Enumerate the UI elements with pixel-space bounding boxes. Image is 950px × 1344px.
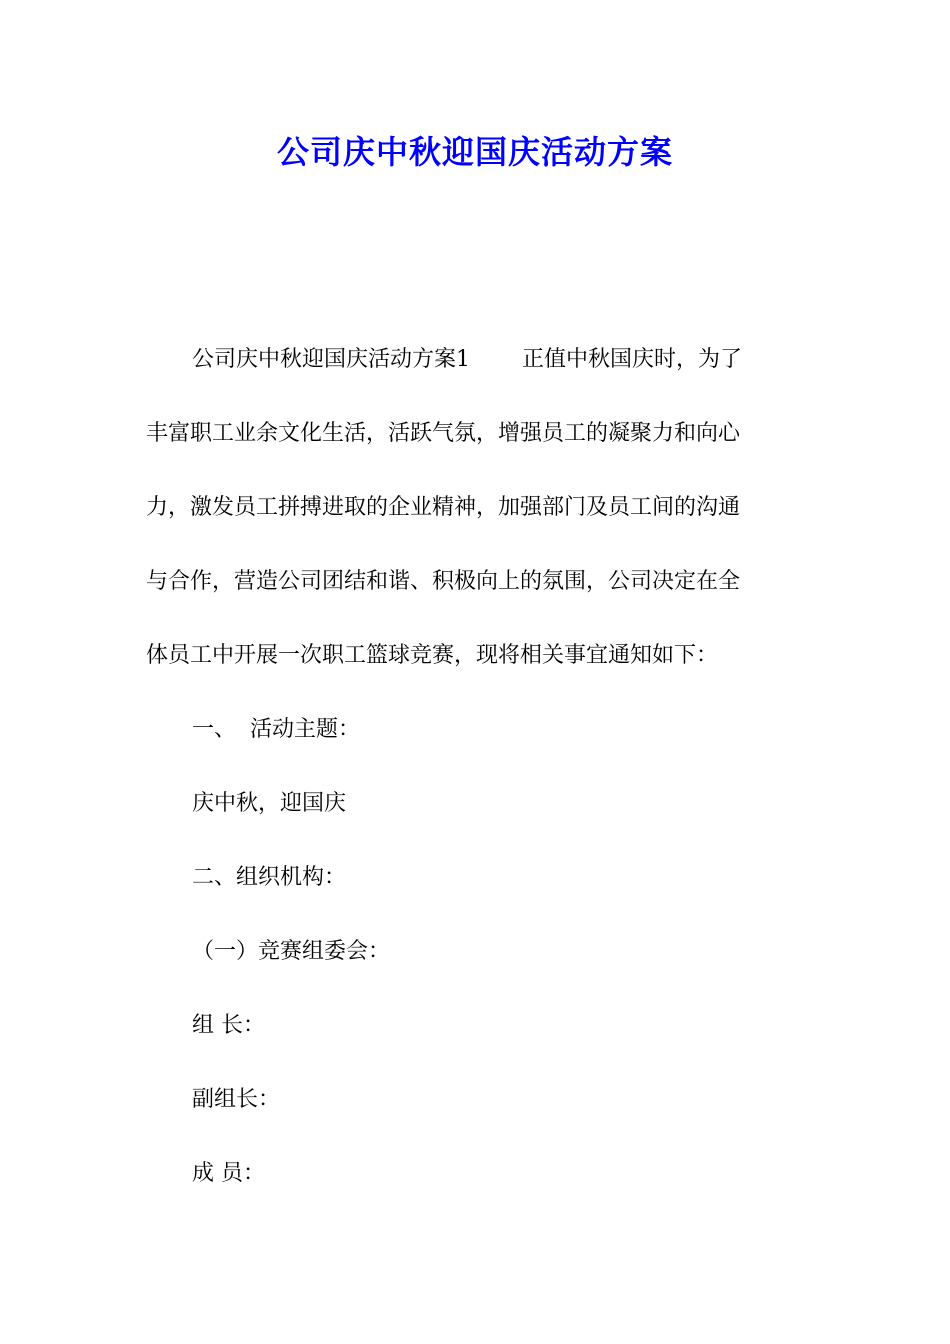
intro-line-3: 力，激发员工拼搏进取的企业精神，加强部门及员工间的沟通 bbox=[146, 495, 741, 520]
document-body bbox=[146, 342, 806, 1230]
section-organization: 二、组织机构： bbox=[192, 865, 347, 890]
role-members: 成 员： bbox=[192, 1161, 265, 1186]
intro-line-5: 体员工中开展一次职工篮球竞赛，现将相关事宜通知如下： bbox=[146, 643, 719, 668]
theme-text: 庆中秋，迎国庆 bbox=[192, 791, 347, 816]
section-activity-theme bbox=[146, 712, 806, 748]
intro-line-2: 丰富职工业余文化生活，活跃气氛，增强员工的凝聚力和向心 bbox=[146, 421, 741, 446]
subsection-committee: （一）竞赛组委会： bbox=[192, 939, 391, 964]
section-number: 一、 bbox=[192, 717, 237, 742]
intro-heading: 公司庆中秋迎国庆活动方案1 bbox=[192, 347, 470, 372]
intro-line-4: 与合作，营造公司团结和谐、积极向上的氛围，公司决定在全 bbox=[146, 569, 741, 594]
role-leader: 组 长： bbox=[192, 1013, 265, 1038]
intro-line-1 bbox=[146, 342, 806, 378]
role-deputy-leader: 副组长： bbox=[192, 1087, 281, 1112]
intro-paragraph bbox=[146, 342, 806, 674]
document-title: 公司庆中秋迎国庆活动方案 bbox=[276, 133, 673, 171]
intro-text-1: 正值中秋国庆时，为了 bbox=[522, 347, 743, 372]
section-label: 活动主题： bbox=[250, 717, 361, 742]
